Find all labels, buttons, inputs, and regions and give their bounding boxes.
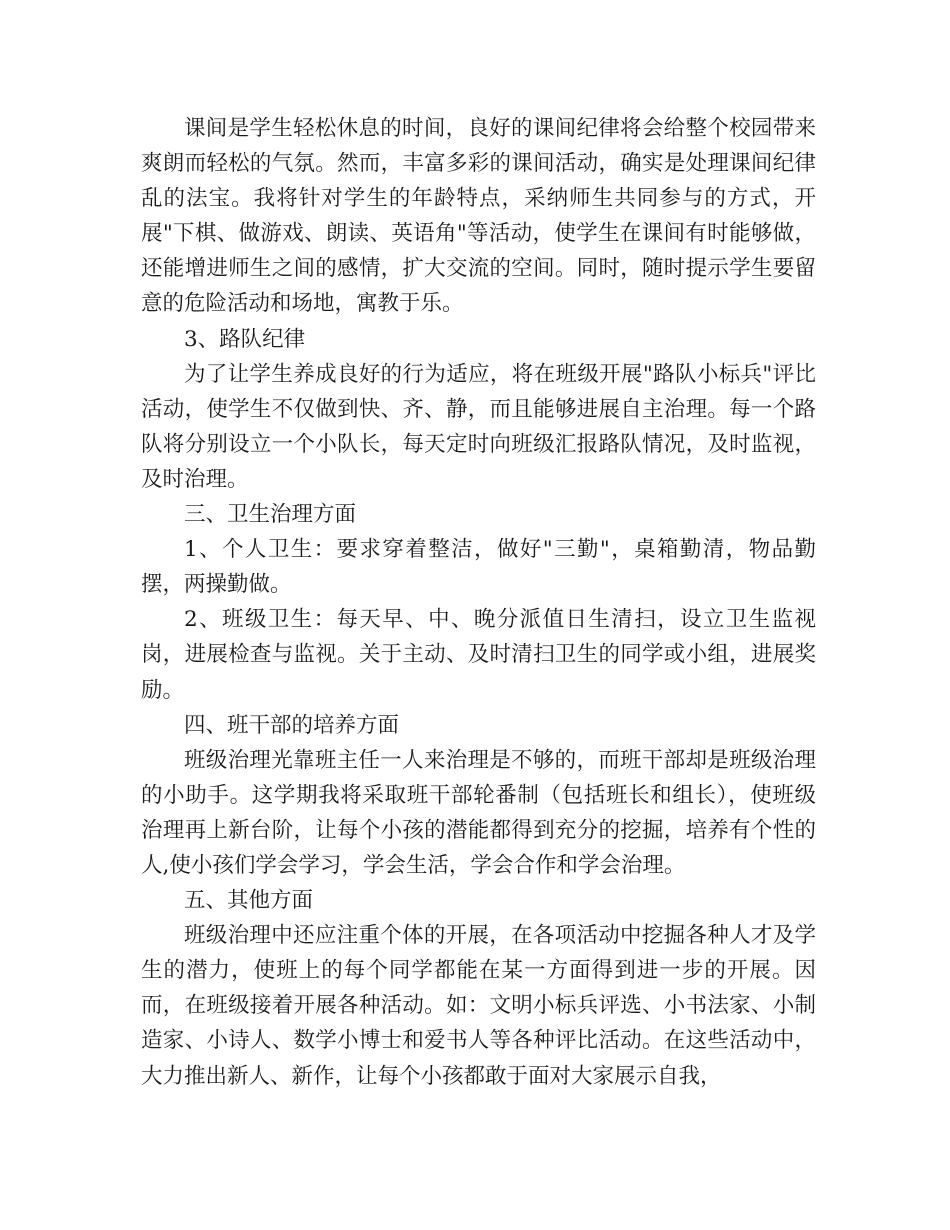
paragraph-personal-hygiene: 1、个人卫生：要求穿着整洁，做好"三勤"，桌箱勤清，物品勤摆，两操勤做。	[141, 537, 816, 598]
document-body	[141, 111, 816, 1094]
paragraph-class-cadre-training: 班级治理光靠班主任一人来治理是不够的，而班干部却是班级治理的小助手。这学期我将采取班干部轮番制（包括班长和组长），使班级治理再上新台阶，让每个小孩的潜能都得到充分的挖掘，培养有个性的人,使小孩们学会学习，学会生活，学会合作和学会治理。	[141, 747, 816, 878]
paragraph-queue-discipline: 为了让学生养成良好的行为适应，将在班级开展"路队小标兵"评比活动，使学生不仅做到快、齐、静，而且能够进展自主治理。每一个路队将分别设立一个小队长，每天定时向班级汇报路队情况，及时监视，及时治理。	[141, 361, 816, 492]
paragraph-class-hygiene: 2、班级卫生：每天早、中、晚分派值日生清扫，设立卫生监视岗，进展检查与监视。关于主动、及时清扫卫生的同学或小组，进展奖励。	[141, 607, 816, 703]
heading-other-aspects: 五、其他方面	[184, 888, 314, 914]
heading-class-cadre-training: 四、班干部的培养方面	[184, 712, 400, 738]
heading-queue-discipline: 3、路队纪律	[184, 326, 306, 352]
paragraph-other-aspects: 班级治理中还应注重个体的开展，在各项活动中挖掘各种人才及学生的潜力，使班上的每个同学都能在某一方面得到进一步的开展。因而，在班级接着开展各种活动。如：文明小标兵评选、小书法家、小制造家、小诗人、数学小博士和爱书人等各种评比活动。在这些活动中，大力推出新人、新作，让每个小孩都敢于面对大家展示自我，	[141, 923, 816, 1089]
paragraph-recess-discipline: 课间是学生轻松休息的时间，良好的课间纪律将会给整个校园带来爽朗而轻松的气氛。然而，丰富多彩的课间活动，确实是处理课间纪律乱的法宝。我将针对学生的年龄特点，采纳师生共同参与的方式，开展"下棋、做游戏、朗读、英语角"等活动，使学生在课间有时能够做，还能增进师生之间的感情，扩大交流的空间。同时，随时提示学生要留意的危险活动和场地，寓教于乐。	[141, 116, 816, 317]
heading-hygiene-management: 三、卫生治理方面	[184, 502, 357, 528]
